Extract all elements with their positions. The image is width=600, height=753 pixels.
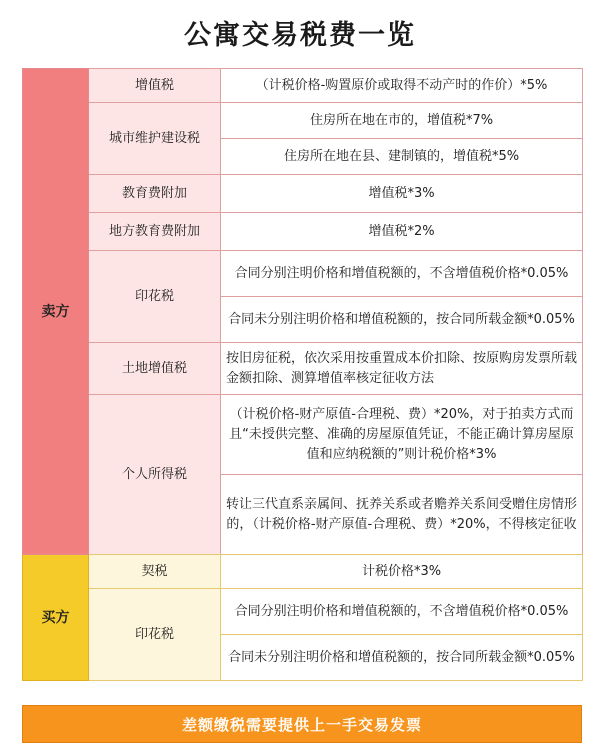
table-row [23, 103, 583, 139]
table-row [23, 555, 583, 589]
page-title: 公寓交易税费一览 [184, 19, 416, 51]
tax-desc-stamp-buyer-2: 合同未分别注明价格和增值税额的，按合同所载金额*0.05% [221, 635, 583, 681]
tax-desc-income-1: （计税价格-财产原值-合理税、费）*20%，对于拍卖方式而且“未授供完整、准确的房屋原值凭证，不能正确计算房屋原值和应纳税额的”则计税价格*3% [221, 395, 583, 475]
footer-note: 差额缴税需要提供上一手交易发票 [22, 705, 582, 743]
tax-desc-local-edu: 增值税*2% [221, 213, 583, 251]
table-row [23, 395, 583, 475]
tax-name-local-edu: 地方教育费附加 [89, 213, 221, 251]
tax-desc-stamp-seller-1: 合同分别注明价格和增值税额的，不含增值税价格*0.05% [221, 251, 583, 297]
table-row [23, 251, 583, 297]
tax-desc-edu: 增值税*3% [221, 175, 583, 213]
tax-name-stamp-seller: 印花税 [89, 251, 221, 343]
tax-table [22, 68, 583, 681]
table-row [23, 343, 583, 395]
tax-desc-stamp-seller-2: 合同未分别注明价格和增值税额的，按合同所载金额*0.05% [221, 297, 583, 343]
table-row [23, 175, 583, 213]
tax-name-urban: 城市维护建设税 [89, 103, 221, 175]
tax-name-stamp-buyer: 印花税 [89, 589, 221, 681]
tax-desc-vat: （计税价格-购置原价或取得不动产时的作价）*5% [221, 69, 583, 103]
table-row [23, 69, 583, 103]
tax-desc-deed: 计税价格*3% [221, 555, 583, 589]
table-row [23, 213, 583, 251]
tax-name-land: 土地增值税 [89, 343, 221, 395]
tax-desc-income-2: 转让三代直系亲属间、抚养关系或者赡养关系间受赠住房情形的，（计税价格-财产原值-合理税、费）*20%，不得核定征收 [221, 475, 583, 555]
tax-desc-urban-county: 住房所在地在县、建制镇的，增值税*5% [221, 139, 583, 175]
seller-label: 卖方 [23, 69, 89, 555]
table-row [23, 589, 583, 635]
tax-name-deed: 契税 [89, 555, 221, 589]
buyer-label: 买方 [23, 555, 89, 681]
tax-name-income: 个人所得税 [89, 395, 221, 555]
tax-desc-urban-city: 住房所在地在市的，增值税*7% [221, 103, 583, 139]
tax-desc-stamp-buyer-1: 合同分别注明价格和增值税额的，不含增值税价格*0.05% [221, 589, 583, 635]
tax-desc-land: 按旧房征税，依次采用按重置成本价扣除、按原购房发票所载金额扣除、测算增值率核定征收方法 [221, 343, 583, 395]
tax-name-vat: 增值税 [89, 69, 221, 103]
tax-name-edu: 教育费附加 [89, 175, 221, 213]
